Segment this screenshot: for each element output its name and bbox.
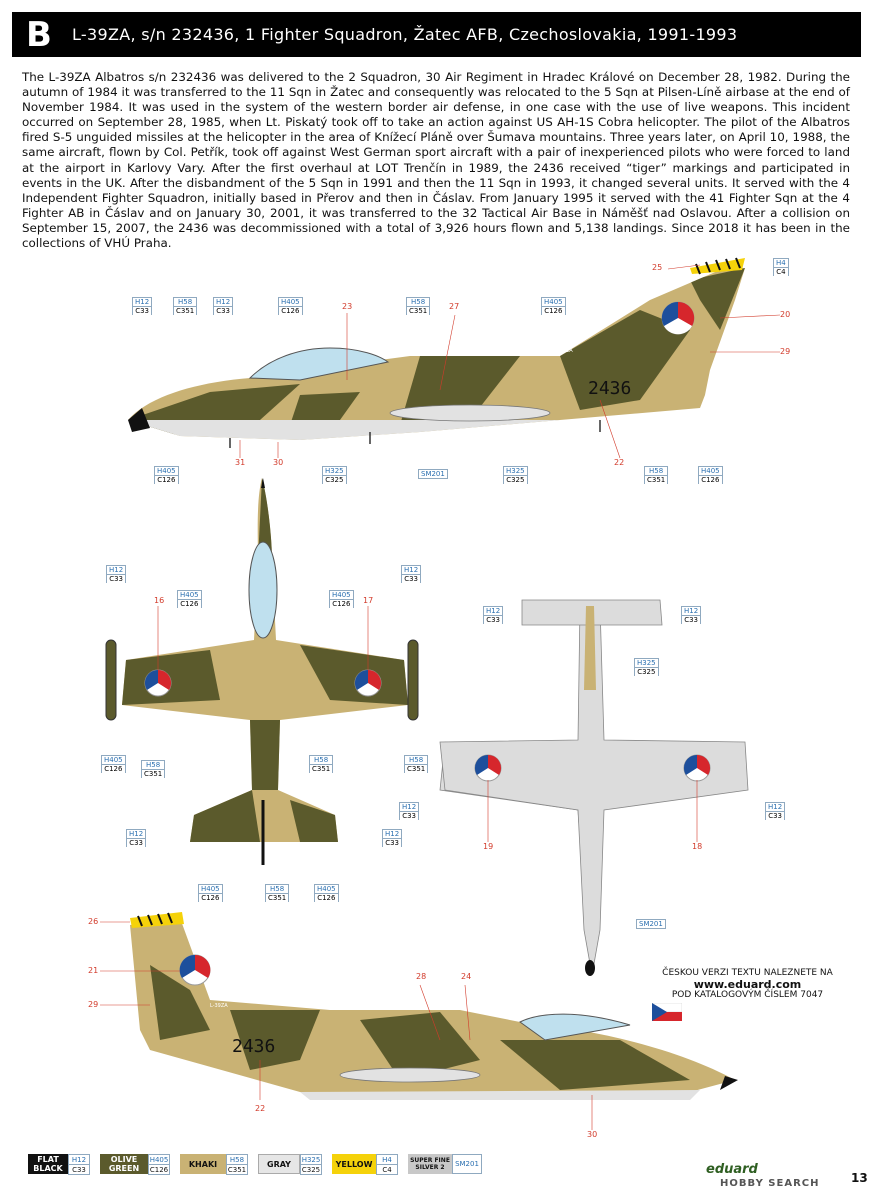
eduard-url-link[interactable]: www.eduard.com [693, 978, 802, 991]
roundel-under-right [684, 755, 710, 781]
code-callout: H325 C325 [503, 466, 528, 484]
decal-number: 20 [780, 310, 791, 319]
code-callout-sm201: SM201 [636, 919, 666, 929]
code-callout: H405 C126 [177, 590, 202, 608]
legend-swatch-flat-black: FLAT BLACK [28, 1154, 68, 1174]
code-callout: H12 C33 [765, 802, 785, 820]
code-callout: H405 C126 [154, 466, 179, 484]
decal-number: 29 [780, 347, 791, 356]
legend-swatch-gray: GRAY [258, 1154, 300, 1174]
roundel-right-wing [355, 670, 381, 696]
legend-code: SM201 [452, 1154, 482, 1174]
code-callout: H58 C351 [141, 760, 165, 778]
decal-number: 19 [483, 842, 494, 851]
serial-top: 2436 [588, 378, 632, 399]
code-callout: H58 C351 [406, 297, 430, 315]
code-callout: H405 C126 [198, 884, 223, 902]
code-callout: H325 C325 [322, 466, 347, 484]
legend-code: H4 C4 [376, 1154, 398, 1174]
roundel-tail [662, 302, 694, 334]
code-callout: H405 C126 [541, 297, 566, 315]
serial-bottom: 2436 [232, 1036, 276, 1057]
czech-flag-icon [652, 1003, 682, 1021]
decal-number: 30 [273, 458, 284, 467]
profile-title: L-39ZA, s/n 232436, 1 Fighter Squadron, Žatec AFB, Czechoslovakia, 1991-1993 [72, 25, 738, 44]
decal-number: 27 [449, 302, 460, 311]
code-callout: H12 C33 [132, 297, 152, 315]
code-callout: H405 C126 [314, 884, 339, 902]
bottom-view [440, 600, 748, 976]
legend-code: H405 C126 [149, 1156, 169, 1174]
legend-swatch-olive-green: OLIVE GREEN [100, 1154, 148, 1174]
decal-number: 22 [255, 1104, 266, 1113]
legend-code: H12 C33 [68, 1154, 90, 1174]
roundel-left-wing [145, 670, 171, 696]
nose-type-top: L-39ZA [555, 348, 573, 354]
legend-code: H58 C351 [227, 1156, 247, 1174]
page-number: 13 [851, 1171, 868, 1185]
legend-swatch-super-fine-silver: SUPER FINE SILVER 2 [408, 1154, 452, 1174]
hobby-search-watermark: HOBBY SEARCH [720, 1178, 820, 1189]
code-callout: H58 C351 [404, 755, 428, 773]
decal-number: 18 [692, 842, 703, 851]
code-callout: H58 C351 [265, 884, 289, 902]
code-callout: H12 C33 [399, 802, 419, 820]
side-view-bottom [130, 912, 738, 1100]
decal-number: 31 [235, 458, 246, 467]
code-callout: H405 C126 [329, 590, 354, 608]
code-callout: H58 C351 [173, 297, 197, 315]
eduard-logo: eduard [706, 1162, 758, 1177]
side-view-top [120, 258, 760, 450]
code-callout: H58 C351 [309, 755, 333, 773]
decal-number: 21 [88, 966, 99, 975]
code-callout: H12 C33 [106, 565, 126, 583]
legend-code: H325 C325 [301, 1156, 321, 1174]
decal-number: 17 [363, 596, 374, 605]
code-callout: H12 C33 [213, 297, 233, 315]
czech-note-line3: POD KATALOGOVÝM ČÍSLEM 7047 [671, 990, 824, 1000]
code-callout: H12 C33 [681, 606, 701, 624]
decal-number: 26 [88, 917, 99, 926]
profile-letter: B [26, 15, 52, 55]
legend-swatch-yellow: YELLOW [332, 1154, 376, 1174]
decal-number: 24 [461, 972, 472, 981]
history-text: The L-39ZA Albatros s/n 232436 was delivered to the 2 Squadron, 30 Air Regiment in Hradec Králové on December 28, 1982. During the autumn of 1984 it was transferred to the 11 Sqn in Žatec and consequently was relocated to the 5 Sqn at Pilsen-Líně airbase at the end of November 1984. It was used in the system of the western border air defense, in one case with the use of live weapons. This incident occurred on September 28, 1985, when Lt. Piskatý took off to take an action against US AH-1S Cobra helicopter. The pilot of the Albatros fired S-5 unguided missiles at the helicopter in the area of Knížecí Pláně over Šumava mountains. Three years later, on April 10, 1988, the same aircraft, flown by Col. Petřík, took off against West German sport aircraft with a pair of inexperienced pilots who were forced to land at the airport in Karlovy Vary. After the first overhaul at LOT Trenčín in 1989, the 2436 received “tiger” markings and participated in events in the UK. After the disbandment of the 5 Sqn in 1991 and then the 11 Sqn in 1993, it changed several units. It served with the 4 Independent Fighter Squadron, initially based in Přerov and then in Čáslav. From January 1995 it served with the 41 Fighter Sqn at the 4 Fighter AB in Čáslav and on January 30, 2001, it was transferred to the 32 Tactical Air Base in Náměšť nad Oslavou. After a collision on September 15, 2007, the 2436 was decommissioned with a total of 3,926 hours flown and 5,138 landings. Since 2018 it has been in the collections of VHÚ Praha. [22, 70, 850, 251]
nose-type-bottom: L-39ZA [210, 1003, 228, 1009]
code-callout: H325 C325 [634, 658, 659, 676]
decal-number: 25 [652, 263, 663, 272]
code-callout: H12 C33 [126, 829, 146, 847]
code-callout: H405 C126 [278, 297, 303, 315]
roundel-under-left [475, 755, 501, 781]
legend-swatch-khaki: KHAKI [180, 1154, 226, 1174]
code-callout: H12 C33 [382, 829, 402, 847]
code-callout: H405 C126 [101, 755, 126, 773]
czech-note-line1: ČESKOU VERZI TEXTU NALEZNETE NA [662, 968, 833, 978]
decal-number: 16 [154, 596, 165, 605]
decal-number: 30 [587, 1130, 598, 1139]
code-callout: H405 C126 [698, 466, 723, 484]
code-callout: H12 C33 [483, 606, 503, 624]
top-view [106, 478, 418, 865]
roundel-tail-2 [180, 955, 211, 985]
decal-number: 23 [342, 302, 353, 311]
decal-number: 29 [88, 1000, 99, 1009]
code-callout: H58 C351 [644, 466, 668, 484]
code-callout-sm201: SM201 [418, 469, 448, 479]
czech-version-note [640, 968, 855, 1001]
decal-number: 22 [614, 458, 625, 467]
code-callout: H4 C4 [773, 258, 789, 276]
decal-number: 28 [416, 972, 427, 981]
code-callout: H12 C33 [401, 565, 421, 583]
